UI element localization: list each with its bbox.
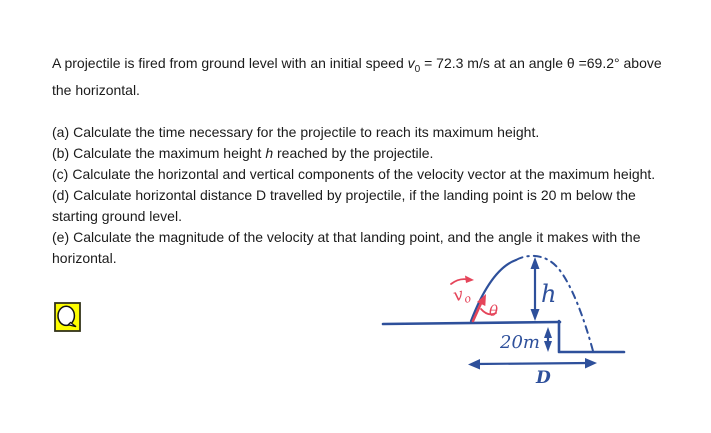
statement-intro: A projectile is fired from ground level with an initial speed — [52, 55, 408, 71]
range-arrowhead-right — [585, 358, 597, 369]
launch-angle-label: θ — [489, 302, 499, 320]
ground-line — [383, 322, 560, 324]
drop-arrowhead-top — [544, 327, 552, 338]
initial-velocity-label-group — [451, 283, 472, 308]
range-arrowhead-left — [468, 359, 480, 370]
max-height-label: h — [541, 280, 557, 308]
range-label: D — [536, 368, 551, 388]
part-d — [52, 185, 674, 227]
part-e-text: Calculate the magnitude of the velocity at that landing point, and the angle it makes with the horizontal. — [52, 228, 641, 266]
statement-rest: = 72.3 m/s at an angle θ =69.2° above the horizontal. — [52, 55, 662, 98]
initial-velocity-label: $v_o$ — [451, 284, 473, 307]
part-a-label: (a) — [52, 123, 70, 140]
part-e-label: (e) — [52, 228, 70, 245]
part-d-label: (d) — [52, 186, 70, 203]
part-b-label: (b) — [52, 144, 70, 161]
height-symbol: h — [265, 144, 274, 161]
part-b — [52, 143, 674, 164]
vector-overarrow-head — [465, 276, 474, 284]
part-b-text: Calculate the maximum height h reached by the projectile. — [73, 144, 434, 161]
speech-bubble-icon — [58, 306, 74, 325]
projectile-diagram — [380, 248, 710, 400]
range-arrow — [475, 363, 590, 364]
comment-annotation-icon[interactable] — [54, 302, 81, 332]
problem-text — [52, 53, 674, 269]
part-a-text: Calculate the time necessary for the projectile to reach its maximum height. — [73, 123, 540, 140]
part-c — [52, 164, 674, 185]
drop-arrowhead-bottom — [544, 341, 552, 352]
initial-speed-symbol: $v_0$ — [407, 55, 421, 75]
part-d-text: Calculate horizontal distance D travelled by projectile, if the landing point is 20 m below the starting ground level. — [52, 186, 636, 224]
drop-distance-label: 20m — [500, 332, 540, 353]
problem-statement — [52, 53, 674, 101]
max-height-arrowhead-top — [531, 257, 540, 269]
part-a — [52, 122, 674, 143]
max-height-arrowhead-bottom — [531, 309, 540, 321]
part-c-label: (c) — [52, 165, 69, 182]
part-c-text: Calculate the horizontal and vertical components of the velocity vector at the maximum height. — [72, 165, 656, 182]
